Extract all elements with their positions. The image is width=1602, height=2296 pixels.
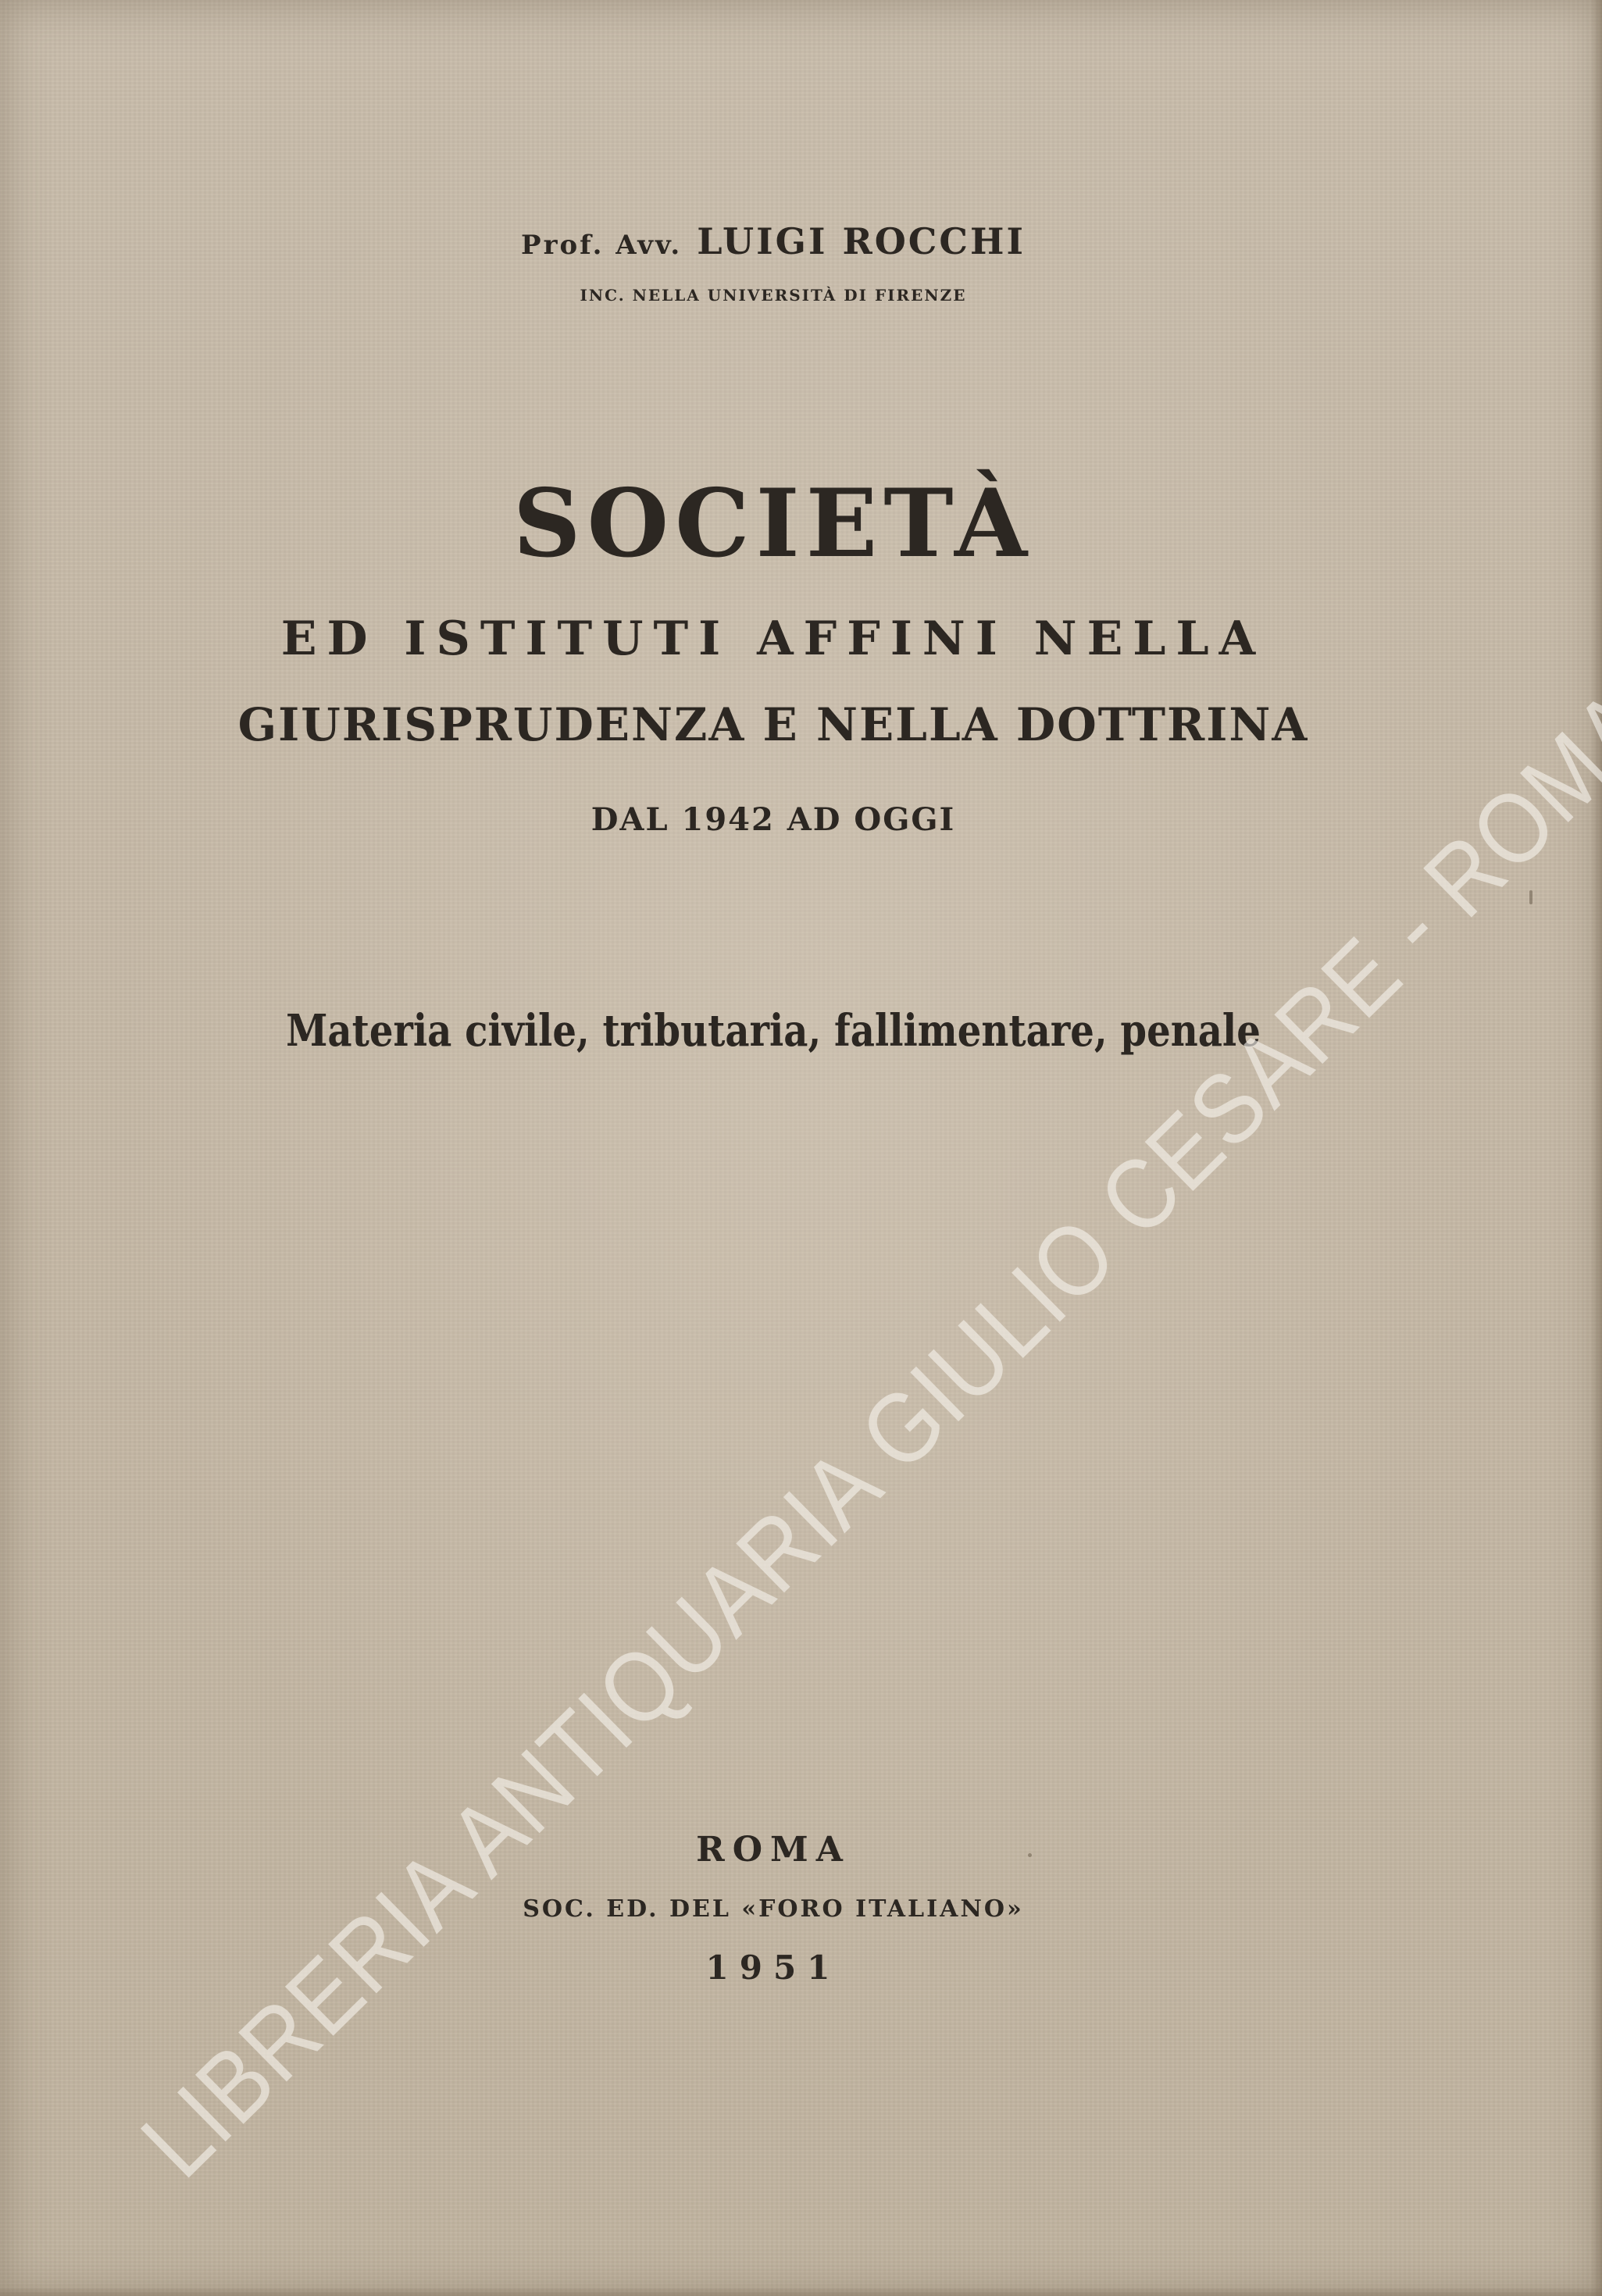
- date-range: DAL 1942 AD OGGI: [590, 801, 956, 838]
- subtitle-line-2: GIURISPRUDENZA E NELLA DOTTRINA: [237, 698, 1309, 751]
- paper-mark: [1529, 890, 1532, 904]
- subtitle-line-1: ED ISTITUTI AFFINI NELLA: [280, 611, 1266, 666]
- book-title: SOCIETÀ: [512, 469, 1034, 579]
- author-line: [0, 220, 1547, 262]
- author-prefix: Prof. Avv.: [521, 230, 683, 261]
- author-affiliation: INC. NELLA UNIVERSITÀ DI FIRENZE: [580, 286, 967, 305]
- subject-line: Materia civile, tributaria, fallimentare, penale: [286, 1005, 1261, 1057]
- cover-bottom-edge: [0, 2287, 1602, 2296]
- publication-year: 1951: [705, 1948, 841, 1987]
- paper-speck: [1028, 1853, 1032, 1857]
- publication-city: ROMA: [696, 1830, 851, 1870]
- publisher-name: SOC. ED. DEL «FORO ITALIANO»: [523, 1895, 1024, 1923]
- cover-right-edge: [1591, 0, 1602, 2296]
- author-name: LUIGI ROCCHI: [697, 220, 1026, 262]
